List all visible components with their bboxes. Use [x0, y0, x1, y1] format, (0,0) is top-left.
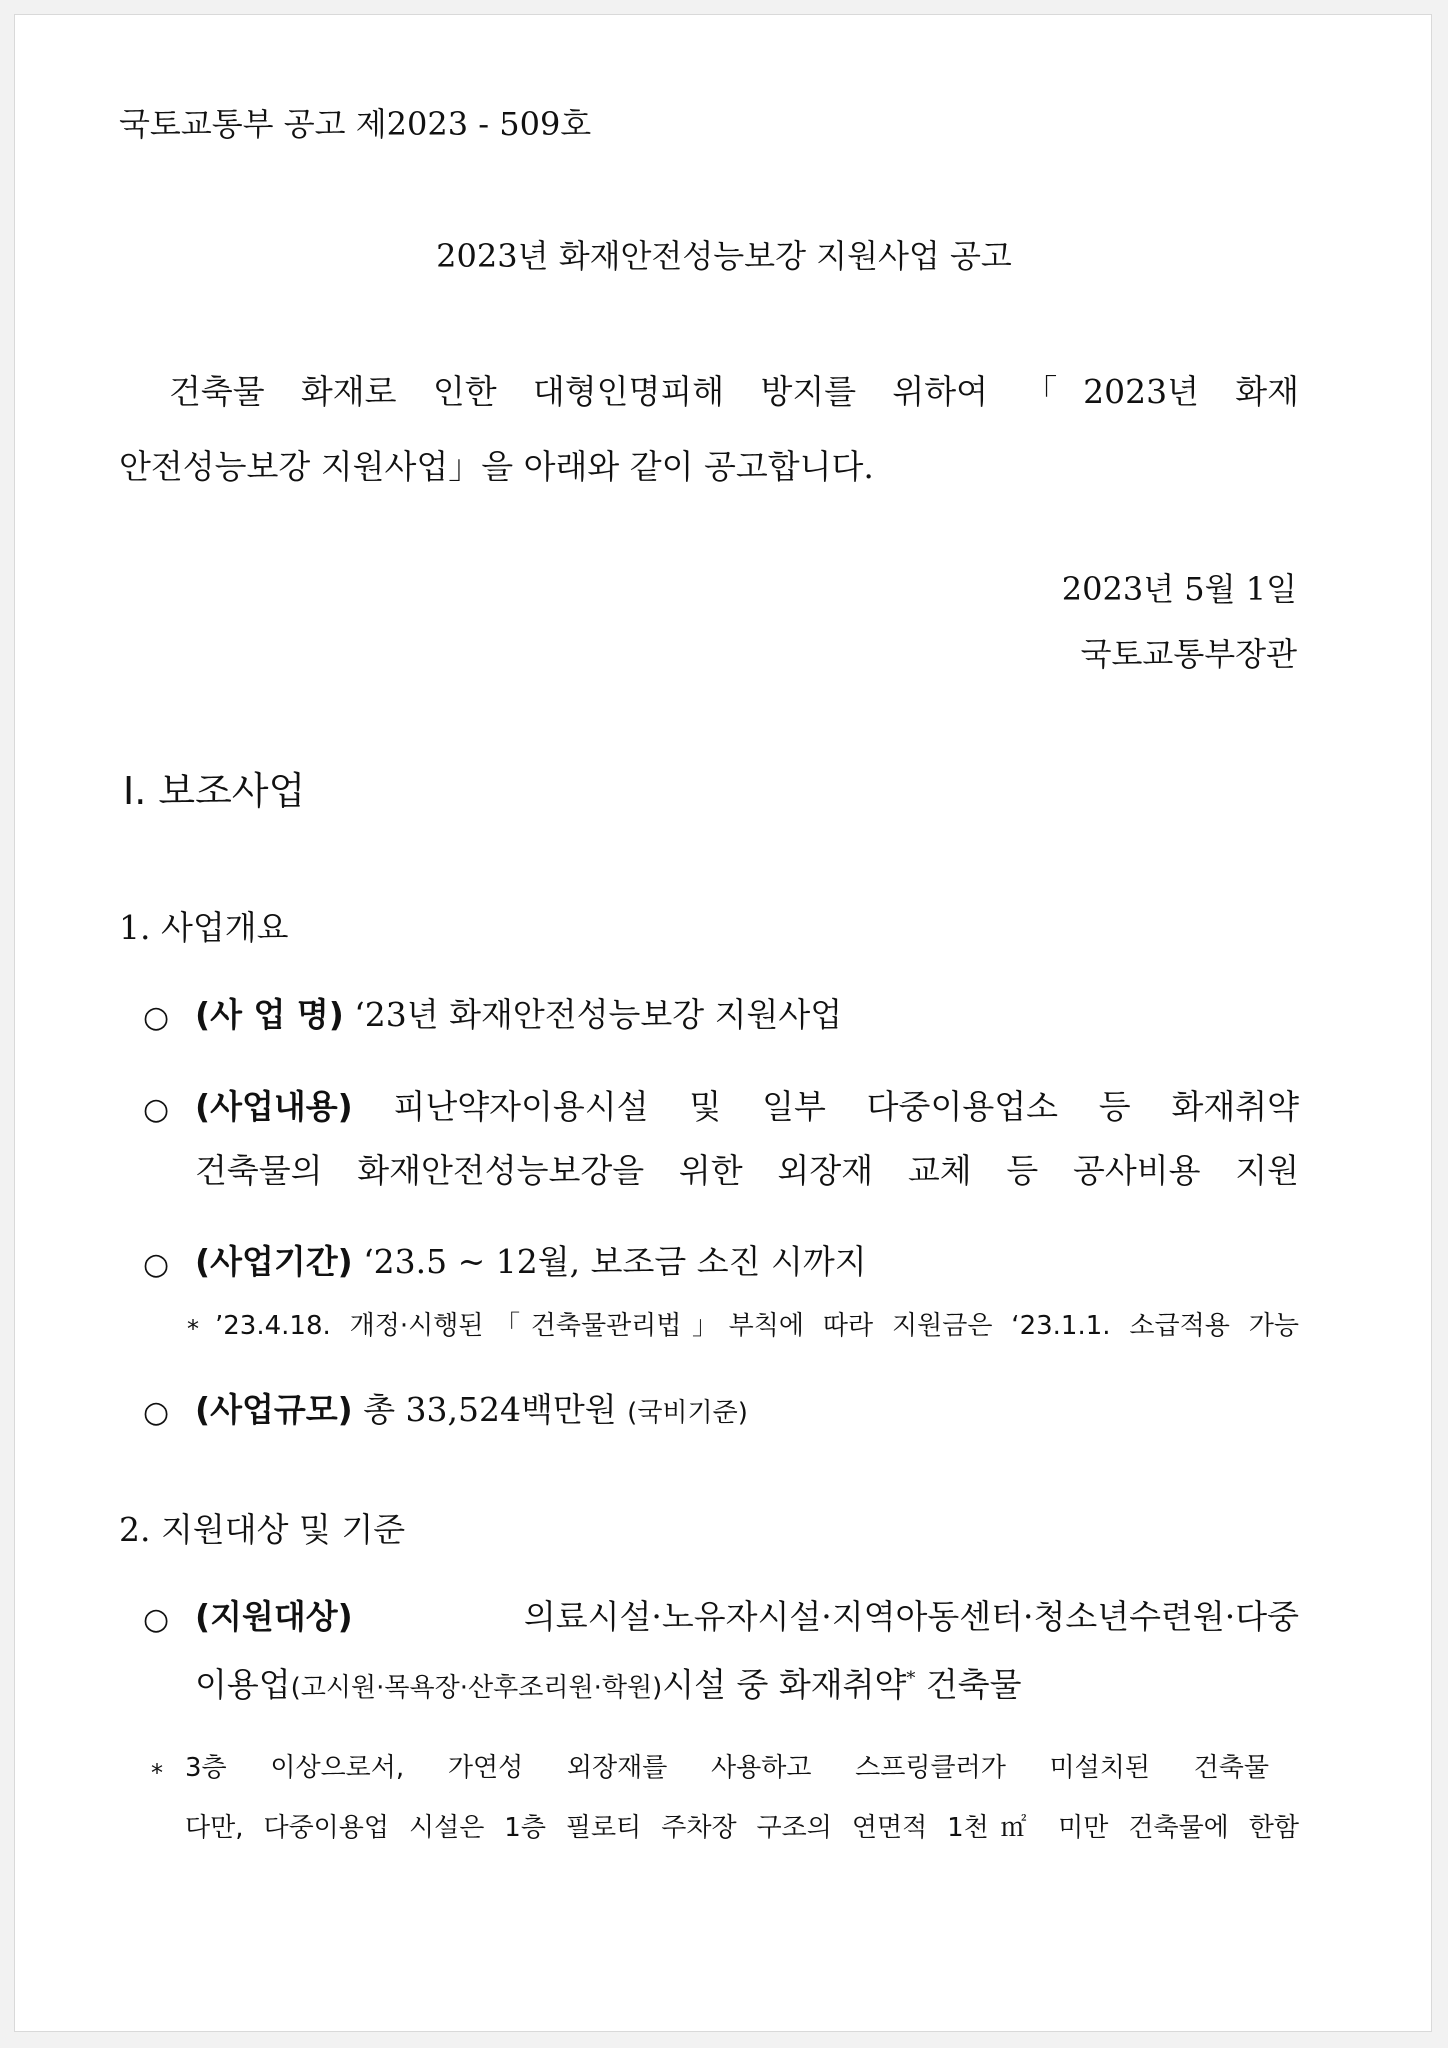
notice-date: 2023년 5월 1일 [1061, 570, 1297, 608]
footnote-text-line-2: 다만, 다중이용업 시설은 1층 필로티 주차장 구조의 연면적 1천㎡ 미만 건축물에 한함 [185, 1813, 1299, 1843]
bullet-marker: ○ [143, 1395, 170, 1430]
item-text-part: 이용업 [195, 1665, 291, 1704]
footnote-reference: * [906, 1668, 916, 1689]
footnote-mark: * [187, 1315, 199, 1343]
notice-issuer: 국토교통부장관 [1080, 635, 1297, 673]
intro-line-2: 안전성능보강 지원사업」을 아래와 같이 공고합니다. [119, 447, 874, 486]
list-item [195, 1390, 748, 1430]
item-text: ‘23.5 ~ 12월, 보조금 소진 시까지 [363, 1242, 867, 1281]
footnote-text-line-1: 3층 이상으로서, 가연성 외장재를 사용하고 스프링클러가 미설치된 건축물 [185, 1753, 1269, 1783]
footnote-text: ’23.4.18. 개정·시행된「건축물관리법」부칙에 따라 지원금은 ‘23.1.1. 소급적용 가능 [215, 1311, 1299, 1341]
item-label: (사업내용) [195, 1087, 353, 1126]
document-page [14, 14, 1432, 2032]
item-text-part: 시설 중 화재취약 [662, 1665, 907, 1704]
item-label: (사업규모) [195, 1390, 353, 1429]
subsection-heading-1: 1. 사업개요 [119, 908, 289, 947]
subsection-heading-2: 2. 지원대상 및 기준 [119, 1510, 406, 1549]
footnote-mark: * [151, 1759, 163, 1787]
notice-title: 2023년 화재안전성능보강 지원사업 공고 [436, 237, 1012, 275]
item-label: (지원대상) [195, 1597, 353, 1636]
list-item [195, 1087, 1299, 1127]
list-item [195, 1597, 1299, 1637]
bullet-marker: ○ [143, 1092, 170, 1127]
item-label: (사업기간) [195, 1242, 353, 1281]
list-item [195, 1242, 867, 1282]
item-text-small: (국비기준) [627, 1398, 748, 1428]
section-heading: Ⅰ. 보조사업 [123, 769, 306, 813]
item-text-continued: 건축물의 화재안전성능보강을 위한 외장재 교체 등 공사비용 지원 [195, 1151, 1299, 1190]
item-text: ‘23년 화재안전성능보강 지원사업 [354, 995, 843, 1034]
item-text: 피난약자이용시설 및 일부 다중이용업소 등 화재취약 [393, 1087, 1300, 1126]
bullet-marker: ○ [143, 1602, 170, 1637]
intro-line-1: 건축물 화재로 인한 대형인명피해 방지를 위하여 「2023년 화재 [169, 372, 1299, 411]
bullet-marker: ○ [143, 1247, 170, 1282]
item-text-continued [195, 1665, 1022, 1705]
item-text-small: (고시원·목욕장·산후조리원·학원) [290, 1673, 663, 1703]
notice-number: 국토교통부 공고 제2023 - 509호 [119, 105, 592, 143]
bullet-marker: ○ [143, 1000, 170, 1035]
item-label: (사 업 명) [195, 995, 344, 1034]
list-item [195, 995, 842, 1035]
item-text: 의료시설·노유자시설·지역아동센터·청소년수련원·다중 [523, 1597, 1299, 1636]
item-text-part: 건축물 [915, 1665, 1022, 1704]
item-text: 총 33,524백만원 [363, 1390, 617, 1429]
